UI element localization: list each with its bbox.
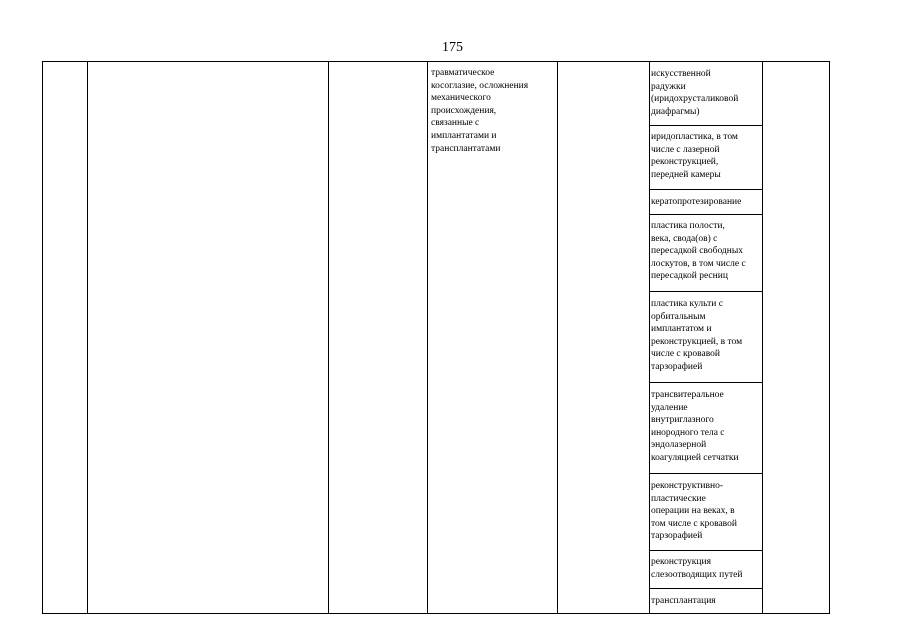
- row-divider: [649, 473, 762, 474]
- procedure-cell: реконструкция слезоотводящих путей: [651, 557, 743, 580]
- row-divider: [649, 382, 762, 383]
- row-divider: [649, 588, 762, 589]
- column-divider: [87, 62, 88, 613]
- medical-care-table: [42, 61, 830, 614]
- procedure-cell: пластика полости, века, свода(ов) с пересадкой свободных лоскутов, в том числе с пересадкой ресниц: [651, 221, 746, 282]
- procedure-cell: искусственной радужки (иридохрусталиковой диафрагмы): [651, 69, 739, 117]
- procedure-cell: кератопротезирование: [651, 197, 742, 207]
- row-divider: [649, 214, 762, 215]
- column-divider: [762, 62, 763, 613]
- procedure-cell: реконструктивно- пластические операции на веках, в том числе с кровавой тарзорафией: [651, 481, 737, 542]
- column-divider: [649, 62, 650, 613]
- row-divider: [649, 125, 762, 126]
- diagnosis-cell: травматическое косоглазие, осложнения механического происхождения, связанные с имплантатами и трансплантатами: [431, 68, 529, 154]
- page-number: 175: [442, 40, 463, 55]
- row-divider: [649, 189, 762, 190]
- row-divider: [649, 291, 762, 292]
- procedure-cell: трансплантация: [651, 596, 716, 606]
- column-divider: [427, 62, 428, 613]
- procedure-cell: трансвитеральное удаление внутриглазного инородного тела с эндолазерной коагуляцией сетчатки: [651, 390, 739, 463]
- row-divider: [649, 550, 762, 551]
- procedure-cell: пластика культи с орбитальным имплантатом и реконструкцией, в том числе с кровавой тарзорафией: [651, 299, 743, 372]
- column-divider: [557, 62, 558, 613]
- column-divider: [328, 62, 329, 613]
- procedure-cell: иридопластика, в том числе с лазерной реконструкцией, передней камеры: [651, 132, 738, 180]
